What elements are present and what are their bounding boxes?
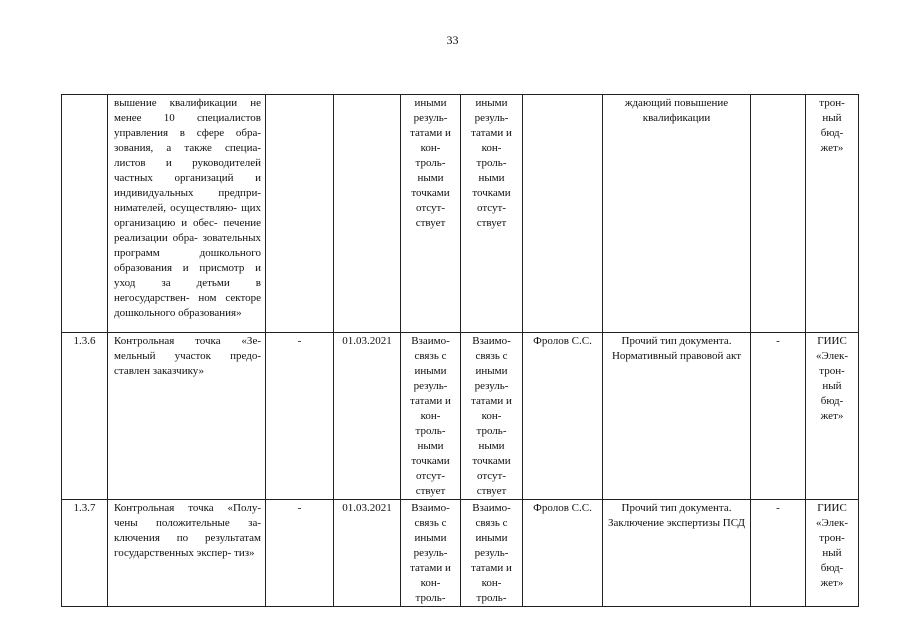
row-number-cell: 1.3.7 [62, 500, 108, 607]
document-cell: ждающий повышение квалификации [603, 95, 751, 333]
column-9-cell: - [751, 500, 806, 607]
row-number-cell [62, 95, 108, 333]
row-number-cell: 1.3.6 [62, 333, 108, 500]
relation-cell-2: Взаимо- связь с иными резуль- татами и кон- троль- [461, 500, 523, 607]
column-3-cell: - [266, 333, 334, 500]
responsible-cell: Фролов С.С. [523, 333, 603, 500]
plan-table [61, 94, 859, 607]
column-3-cell: - [266, 500, 334, 607]
relation-cell-1: иными резуль- татами и кон- троль- ными точками отсут- ствует [401, 95, 461, 333]
system-cell: ГИИС «Элек- трон- ный бюд- жет» [806, 333, 859, 500]
table-row [62, 95, 859, 333]
document-cell: Прочий тип документа. Заключение экспертизы ПСД [603, 500, 751, 607]
document-cell: Прочий тип документа. Нормативный правовой акт [603, 333, 751, 500]
system-cell: ГИИС «Элек- трон- ный бюд- жет» [806, 500, 859, 607]
date-cell: 01.03.2021 [334, 500, 401, 607]
description-cell: вышение квалификации не менее 10 специалистов управления в сфере обра- зования, а также специа- листов и руководителей частных организаций и индивидуальных предпри- нимателей, осуществляю- щих организацию и обес- печение реализации обра- зовательных программ дошкольного образования и присмотр и уход за детьми в негосударствен- ном секторе дошкольного образования» [108, 95, 266, 333]
description-cell: Контрольная точка «Зе- мельный участок предо- ставлен заказчику» [108, 333, 266, 500]
relation-cell-2: иными резуль- татами и кон- троль- ными точками отсут- ствует [461, 95, 523, 333]
relation-cell-1: Взаимо- связь с иными резуль- татами и кон- троль- ными точками отсут- ствует [401, 333, 461, 500]
system-cell: трон- ный бюд- жет» [806, 95, 859, 333]
date-cell: 01.03.2021 [334, 333, 401, 500]
responsible-cell: Фролов С.С. [523, 500, 603, 607]
page-number: 33 [446, 33, 459, 47]
responsible-cell [523, 95, 603, 333]
column-9-cell [751, 95, 806, 333]
column-3-cell [266, 95, 334, 333]
column-9-cell: - [751, 333, 806, 500]
table-row [62, 500, 859, 607]
relation-cell-2: Взаимо- связь с иными резуль- татами и кон- троль- ными точками отсут- ствует [461, 333, 523, 500]
relation-cell-1: Взаимо- связь с иными резуль- татами и кон- троль- [401, 500, 461, 607]
table-row [62, 333, 859, 500]
date-cell [334, 95, 401, 333]
description-cell: Контрольная точка «Полу- чены положительные за- ключения по результатам государственных экспер- тиз» [108, 500, 266, 607]
